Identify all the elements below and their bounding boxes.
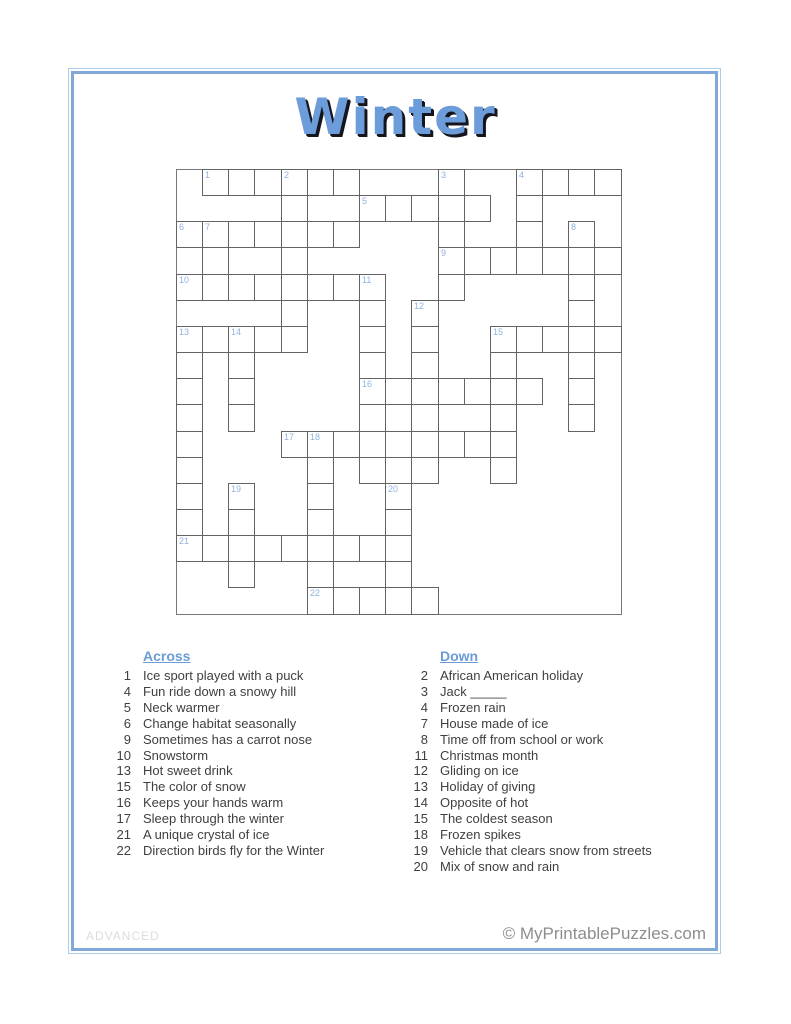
clue-number: 10 xyxy=(116,747,131,763)
clue-text: Frozen spikes xyxy=(440,827,521,843)
grid-cell xyxy=(307,509,334,536)
grid-cell xyxy=(411,300,439,327)
clue-text: Hot sweet drink xyxy=(143,763,233,779)
grid-cell-number: 5 xyxy=(362,196,368,206)
grid-cell-number: 12 xyxy=(414,301,425,311)
clue-text: Christmas month xyxy=(440,747,539,763)
grid-cell xyxy=(359,431,386,458)
grid-cell xyxy=(359,378,386,405)
clue-row xyxy=(93,748,383,764)
grid-cell-number: 21 xyxy=(179,536,190,546)
clue-number: 8 xyxy=(420,731,428,747)
down-clues-section xyxy=(390,648,690,875)
grid-cell-number: 9 xyxy=(441,248,447,258)
grid-cell xyxy=(176,274,203,301)
grid-cell xyxy=(228,221,255,248)
clue-number: 12 xyxy=(413,763,428,779)
grid-cell xyxy=(359,352,386,379)
grid-cell xyxy=(568,352,595,379)
grid-cell xyxy=(281,247,308,275)
grid-cell xyxy=(202,247,229,275)
grid-cell xyxy=(385,431,412,458)
grid-cell xyxy=(176,352,203,379)
grid-cell xyxy=(359,457,386,484)
grid-cell-number: 4 xyxy=(519,170,525,180)
clue-row xyxy=(390,843,690,859)
grid-cell xyxy=(359,587,386,615)
clue-text: Time off from school or work xyxy=(440,731,604,747)
clue-text: House made of ice xyxy=(440,715,549,731)
grid-cell-number: 22 xyxy=(310,588,321,598)
grid-cell xyxy=(568,404,595,432)
grid-cell xyxy=(464,195,491,222)
clue-text: The coldest season xyxy=(440,811,553,827)
grid-cell xyxy=(438,431,465,458)
grid-cell xyxy=(333,587,360,615)
clue-row xyxy=(390,795,690,811)
grid-cell xyxy=(490,457,517,484)
grid-cell xyxy=(385,561,412,588)
grid-cell xyxy=(542,169,569,196)
clue-row xyxy=(93,684,383,700)
grid-cell xyxy=(411,587,439,615)
clue-text: Holiday of giving xyxy=(440,779,536,795)
grid-cell xyxy=(228,404,255,432)
clue-text: Neck warmer xyxy=(143,699,220,715)
grid-cell xyxy=(490,378,517,405)
clue-text: Opposite of hot xyxy=(440,795,529,811)
grid-cell xyxy=(228,509,255,536)
grid-cell xyxy=(281,300,308,327)
grid-cell xyxy=(333,274,360,301)
grid-cell xyxy=(411,404,439,432)
grid-cell xyxy=(594,326,622,353)
clue-row xyxy=(390,700,690,716)
across-heading: Across xyxy=(143,648,191,664)
clue-row xyxy=(390,732,690,748)
grid-cell xyxy=(307,274,334,301)
grid-cell-number: 19 xyxy=(231,484,242,494)
grid-cell xyxy=(254,221,282,248)
clue-number: 4 xyxy=(420,699,428,715)
grid-cell xyxy=(176,431,203,458)
grid-cell xyxy=(202,535,229,562)
grid-cell-number: 18 xyxy=(310,432,321,442)
clue-row xyxy=(93,716,383,732)
clue-text: Vehicle that clears snow from streets xyxy=(440,842,652,858)
grid-cell-number: 17 xyxy=(284,432,295,442)
grid-cell xyxy=(490,431,517,458)
clue-number: 21 xyxy=(116,827,131,843)
grid-cell xyxy=(307,221,334,248)
grid-cell xyxy=(176,509,203,536)
grid-cell xyxy=(307,457,334,484)
grid-cell-number: 16 xyxy=(362,379,373,389)
grid-cell xyxy=(568,300,595,327)
grid-cell xyxy=(464,431,491,458)
clue-number: 1 xyxy=(123,668,131,683)
grid-cell xyxy=(568,274,595,301)
copyright-label: © MyPrintablePuzzles.com xyxy=(502,924,706,943)
clue-number: 4 xyxy=(123,683,131,699)
grid-cell xyxy=(411,457,439,484)
grid-cell xyxy=(307,483,334,510)
grid-cell xyxy=(411,326,439,353)
grid-cell xyxy=(281,535,308,562)
clue-number: 20 xyxy=(413,858,428,874)
grid-cell xyxy=(411,195,439,222)
grid-cell xyxy=(359,300,386,327)
clue-row xyxy=(93,732,383,748)
clue-number: 22 xyxy=(116,842,131,858)
clue-text: Sometimes has a carrot nose xyxy=(143,731,313,747)
grid-cell xyxy=(202,326,229,353)
grid-cell-number: 10 xyxy=(179,275,190,285)
clue-number: 19 xyxy=(413,842,428,858)
grid-cell-number: 20 xyxy=(388,484,399,494)
clue-number: 2 xyxy=(420,668,428,683)
grid-cell xyxy=(254,274,282,301)
grid-cell xyxy=(542,247,569,275)
clue-text: Frozen rain xyxy=(440,699,506,715)
clue-number: 9 xyxy=(123,731,131,747)
grid-cell xyxy=(281,221,308,248)
clue-text: A unique crystal of ice xyxy=(143,827,270,843)
grid-cell xyxy=(281,195,308,222)
grid-cell xyxy=(516,247,543,275)
grid-cell xyxy=(202,221,229,248)
clue-text: African American holiday xyxy=(440,668,584,683)
grid-cell xyxy=(333,535,360,562)
grid-cell xyxy=(385,378,412,405)
grid-cell xyxy=(359,535,386,562)
grid-cell xyxy=(333,221,360,248)
clue-number: 13 xyxy=(413,779,428,795)
clue-row xyxy=(390,811,690,827)
grid-cell xyxy=(411,378,439,405)
grid-cell xyxy=(438,169,465,196)
clue-row xyxy=(390,827,690,843)
grid-cell-number: 8 xyxy=(571,222,577,232)
clue-number: 16 xyxy=(116,795,131,811)
across-clue-list xyxy=(93,668,383,859)
grid-cell xyxy=(464,247,491,275)
grid-cell xyxy=(542,326,569,353)
grid-cell xyxy=(281,326,308,353)
grid-cell xyxy=(176,404,203,432)
clue-number: 11 xyxy=(414,747,428,763)
page-title: Winter xyxy=(294,88,497,146)
grid-cell xyxy=(516,221,543,248)
clue-row xyxy=(93,843,383,859)
grid-cell xyxy=(176,535,203,562)
clue-text: Sleep through the winter xyxy=(143,811,284,827)
grid-cell xyxy=(490,247,517,275)
grid-cell xyxy=(228,169,255,196)
grid-cell-number: 3 xyxy=(441,170,447,180)
clue-number: 18 xyxy=(413,827,428,843)
grid-cell xyxy=(516,378,543,405)
grid-cell-number: 15 xyxy=(493,327,504,337)
grid-cell xyxy=(176,483,203,510)
grid-cell xyxy=(385,587,412,615)
grid-cell-number: 1 xyxy=(205,170,211,180)
grid-cell xyxy=(490,326,517,353)
grid-cell xyxy=(568,169,595,196)
grid-cell xyxy=(228,326,255,353)
grid-cell xyxy=(594,247,622,275)
grid-cell xyxy=(228,535,255,562)
clue-text: The color of snow xyxy=(143,779,246,795)
grid-cell-number: 11 xyxy=(362,275,372,285)
grid-cell xyxy=(176,457,203,484)
clue-text: Mix of snow and rain xyxy=(440,858,560,874)
grid-cell xyxy=(464,378,491,405)
grid-cell xyxy=(228,274,255,301)
grid-cell xyxy=(307,587,334,615)
clue-row xyxy=(93,811,383,827)
grid-cell xyxy=(254,169,282,196)
clue-row xyxy=(390,763,690,779)
clue-row xyxy=(93,779,383,795)
grid-cell xyxy=(254,535,282,562)
clue-number: 6 xyxy=(123,715,131,731)
clue-number: 3 xyxy=(420,683,428,699)
grid-cell xyxy=(333,431,360,458)
grid-cell-number: 6 xyxy=(179,222,185,232)
clue-text: Change habitat seasonally xyxy=(143,715,297,731)
grid-cell xyxy=(490,352,517,379)
grid-cell xyxy=(176,326,203,353)
grid-cell xyxy=(385,509,412,536)
grid-cell xyxy=(359,404,386,432)
grid-cell xyxy=(568,378,595,405)
clue-text: Snowstorm xyxy=(143,747,209,763)
grid-cell xyxy=(281,274,308,301)
clue-number: 5 xyxy=(123,699,131,715)
clue-row xyxy=(93,827,383,843)
grid-cell xyxy=(490,404,517,432)
grid-cell xyxy=(516,195,543,222)
grid-cell xyxy=(228,352,255,379)
clue-row xyxy=(93,795,383,811)
clue-text: Jack _____ xyxy=(440,683,507,699)
clue-row xyxy=(93,700,383,716)
grid-cell xyxy=(411,431,439,458)
grid-cell xyxy=(176,221,203,248)
clue-number: 15 xyxy=(413,811,428,827)
clue-number: 15 xyxy=(116,779,131,795)
clue-row xyxy=(390,748,690,764)
grid-cell xyxy=(411,352,439,379)
grid-cell xyxy=(228,561,255,588)
grid-cell xyxy=(307,535,334,562)
difficulty-label: ADVANCED xyxy=(86,929,160,943)
clue-row xyxy=(390,668,690,684)
grid-cell xyxy=(228,483,255,510)
grid-cell xyxy=(228,378,255,405)
grid-cell xyxy=(202,169,229,196)
grid-cell xyxy=(438,378,465,405)
grid-cell xyxy=(516,326,543,353)
grid-cell xyxy=(281,431,308,458)
grid-cell xyxy=(438,274,465,301)
grid-cell xyxy=(438,221,465,248)
grid-cell xyxy=(568,221,595,248)
grid-cell xyxy=(254,326,282,353)
clue-text: Keeps your hands warm xyxy=(143,795,284,811)
clue-number: 14 xyxy=(413,795,428,811)
clue-row xyxy=(390,779,690,795)
grid-cell-number: 13 xyxy=(179,327,190,337)
grid-cell xyxy=(202,274,229,301)
clue-row xyxy=(390,684,690,700)
crossword-grid xyxy=(176,169,622,615)
grid-cell xyxy=(307,431,334,458)
clue-number: 13 xyxy=(116,763,131,779)
clue-number: 7 xyxy=(420,715,428,731)
grid-cell xyxy=(568,326,595,353)
clue-text: Fun ride down a snowy hill xyxy=(143,683,297,699)
down-heading: Down xyxy=(440,648,479,664)
grid-cell xyxy=(359,195,386,222)
grid-cell xyxy=(385,535,412,562)
grid-cell xyxy=(176,378,203,405)
grid-cell xyxy=(333,169,360,196)
clue-row xyxy=(93,668,383,684)
clue-text: Ice sport played with a puck xyxy=(143,668,304,683)
grid-cell-number: 7 xyxy=(205,222,211,232)
grid-cell xyxy=(281,169,308,196)
grid-cell xyxy=(307,169,334,196)
clue-text: Direction birds fly for the Winter xyxy=(143,842,325,858)
clue-number: 17 xyxy=(116,811,131,827)
grid-cell xyxy=(568,247,595,275)
grid-cell xyxy=(307,561,334,588)
grid-cell xyxy=(359,274,386,301)
clue-row xyxy=(390,859,690,875)
grid-cell-number: 2 xyxy=(284,170,290,180)
grid-cell xyxy=(385,195,412,222)
across-clues-section xyxy=(93,648,383,859)
grid-cell xyxy=(385,483,412,510)
clue-row xyxy=(93,763,383,779)
down-clue-list xyxy=(390,668,690,875)
grid-cell xyxy=(359,326,386,353)
grid-cell xyxy=(438,247,465,275)
clue-row xyxy=(390,716,690,732)
clue-text: Gliding on ice xyxy=(440,763,519,779)
grid-cell xyxy=(438,195,465,222)
grid-cell xyxy=(516,169,543,196)
grid-cell xyxy=(594,169,622,196)
grid-cell-number: 14 xyxy=(231,327,242,337)
